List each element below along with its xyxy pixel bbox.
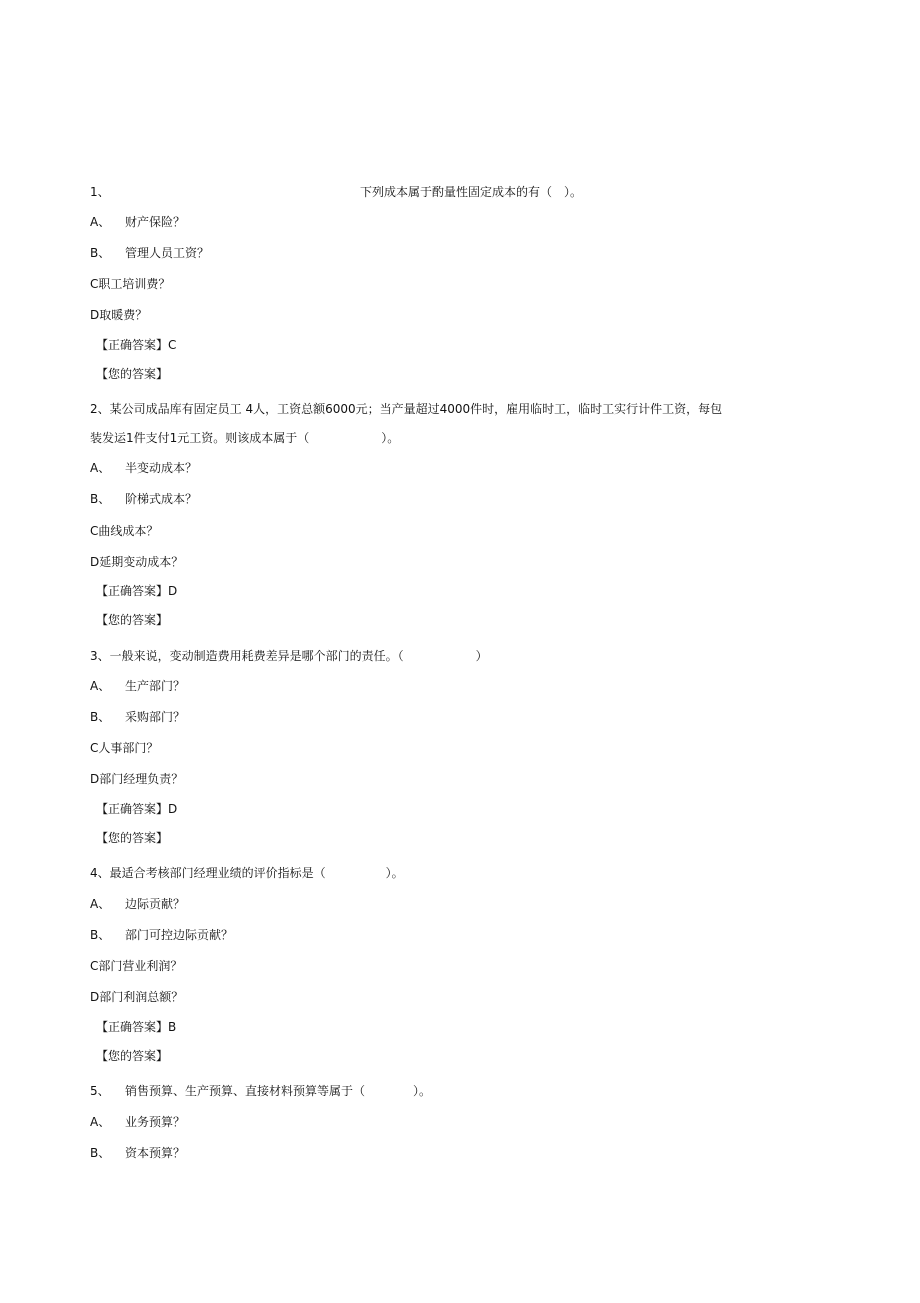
question-4-option-d: D部门利润总额？ [90,990,184,1004]
option-a-text: 生产部门？ [125,679,186,693]
question-4-option-b [90,927,233,943]
question-4-correct-answer: 【正确答案】B [96,1020,177,1034]
question-3-option-a [90,678,185,694]
question-1-your-answer: 【您的答案】 [96,367,169,381]
question-2-your-answer: 【您的答案】 [96,613,169,627]
question-2-stem-line-2: 装发运1件支付1元工资。则该成本属于（ ）。 [90,431,400,445]
option-a-label: A、 [90,679,111,693]
option-b-text: 部门可控边际贡献？ [125,928,234,942]
question-2-option-d: D延期变动成本？ [90,555,184,569]
question-5-stem-text: 销售预算、生产预算、直接材料预算等属于（ ）。 [125,1084,432,1098]
question-2-number: 2、 [90,402,110,416]
option-b-text: 阶梯式成本？ [125,492,198,506]
option-b-label: B、 [90,1146,111,1160]
question-1-stem: 下列成本属于酌量性固定成本的有（ ）。 [360,185,583,199]
question-3-number: 3、 [90,649,110,663]
question-1-number: 1、 [90,185,110,199]
option-b-text: 采购部门？ [125,710,186,724]
question-3-option-b [90,709,185,725]
question-1-option-b [90,245,209,261]
option-b-text: 管理人员工资？ [125,246,210,260]
option-a-label: A、 [90,461,111,475]
option-b-label: B、 [90,492,111,506]
question-5-number: 5、 [90,1084,110,1098]
question-3-your-answer: 【您的答案】 [96,831,169,845]
question-4-option-a [90,896,185,912]
option-a-label: A、 [90,1115,111,1129]
question-4-option-c: C部门营业利润？ [90,959,183,973]
question-4-your-answer: 【您的答案】 [96,1049,169,1063]
question-3-option-c: C人事部门？ [90,741,159,755]
question-2-option-c: C曲线成本？ [90,524,159,538]
question-3-correct-answer: 【正确答案】D [96,802,178,816]
question-4-number: 4、 [90,866,110,880]
question-2-option-a [90,460,197,476]
question-2-correct-answer: 【正确答案】D [96,584,178,598]
question-2-stem-text: 某公司成品库有固定员工 4人，工资总额6000元；当产量超过4000件时，雇用临时工，临时工实行计件工资，每包 [109,402,723,416]
question-3-stem-text: 一般来说，变动制造费用耗费差异是哪个部门的责任。（ ） [109,649,488,663]
option-b-label: B、 [90,710,111,724]
question-4-stem [90,865,404,881]
option-a-text: 业务预算？ [125,1115,186,1129]
option-b-text: 资本预算？ [125,1146,186,1160]
question-1-option-d: D取暖费？ [90,308,148,322]
question-2-option-b [90,491,197,507]
question-3-option-d: D部门经理负责？ [90,772,184,786]
option-a-label: A、 [90,215,111,229]
question-3-stem [90,648,488,664]
question-4-stem-text: 最适合考核部门经理业绩的评价指标是（ ）。 [109,866,404,880]
question-5-option-b [90,1145,185,1161]
option-b-label: B、 [90,928,111,942]
option-a-text: 半变动成本？ [125,461,198,475]
question-1-option-c: C职工培训费？ [90,277,171,291]
option-a-text: 边际贡献？ [125,897,186,911]
question-5-stem [90,1083,431,1099]
question-1-option-a [90,214,185,230]
option-a-label: A、 [90,897,111,911]
option-b-label: B、 [90,246,111,260]
option-a-text: 财产保险？ [125,215,186,229]
question-5-option-a [90,1114,185,1130]
question-2-stem-line-1 [90,401,722,417]
question-1-correct-answer: 【正确答案】C [96,338,177,352]
